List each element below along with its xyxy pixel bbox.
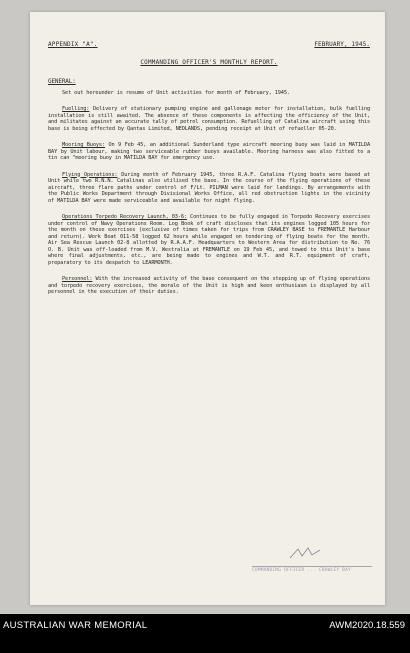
paragraph-torpedo-recovery (48, 214, 370, 266)
paragraph-heading: Flying Operations: (62, 171, 118, 178)
document-header (48, 42, 370, 49)
paragraph-flying-operations (48, 172, 370, 205)
document-body (48, 42, 370, 306)
paragraph-heading: Operations Torpedo Recovery Launch, 03-6: (62, 214, 187, 220)
paragraph-personnel (48, 276, 370, 296)
appendix-label: APPENDIX "A". (48, 41, 98, 48)
unit-stamp (252, 557, 372, 581)
institution-name: AUSTRALIAN WAR MEMORIAL (3, 620, 148, 631)
paragraph-heading: Mooring Buoys: (62, 142, 105, 148)
stamp-rule (252, 566, 372, 567)
paragraph-text: During month of February 1945, three R.A.F. Catalina flying boats were based at Unit while two R.N.N. Catalinas also utilised the base. In the course of the flying operations of these aircraft, three flare paths under control of F/Lt. PILMAN were laid for landings. By arrangements with the Public Works Department through Divisional Works Office, all red obstruction lights in the vicinity of MATILDA BAY were made serviceable and available for night flying. (48, 171, 371, 204)
intro-paragraph: Set out hereunder is resume of Unit activities for month of February, 1945. (62, 89, 290, 96)
archive-footer (0, 614, 410, 653)
report-title: COMMANDING OFFICER'S MONTHLY REPORT. (140, 58, 278, 66)
catalogue-reference: AWM2020.18.559 (329, 620, 405, 631)
paragraph-text: With the increased activity of the base consequent on the stepping up of flying operations and torpedo recovery exercises, the morale of the Unit is high and keen enthusiasm is displayed by all personnel in the execution of their duties. (48, 276, 370, 295)
report-date: FEBRUARY, 1945. (314, 41, 370, 48)
paragraph-heading: Fuelling: (62, 106, 90, 112)
document-page (30, 12, 385, 605)
stamp-text: COMMANDING OFFICER ... CRAWLEY BAY (252, 568, 351, 573)
paragraph-heading: Personnel: (62, 276, 93, 282)
paragraph-text: On 9 Feb 45, an additional Sunderland type aircraft mooring buoy was laid in MATILDA BAY by Unit labour, making two serviceable rubber buoys available. Mooring harness was also fitted to a tin can "mooring buoy in MATILDA BAY for emergency use. (48, 142, 370, 161)
paragraph-mooring-buoys (48, 142, 370, 162)
section-title-general: GENERAL: (48, 78, 76, 85)
paragraph-text: Continues to be fully engaged in Torpedo Recovery exercises under control of Navy Operations Room. Log Book of craft discloses that its engines logged 105 hours for the month on these exercises (exclusive of times taken for trips from CRAWLEY BASE to FREMANTLE Harbour and return). Work Boat 011-58 logged 62 hours while engaged on tendering of flying boats for the month. Air Sea Rescue Launch 02-8 allotted by R.A.A.F. Headquarters to Western Area for distribution to No. 76 O. B. Unit was off-loaded from M.V. Westralia at FREMANTLE on 19 Feb 45, and towed to this Unit's base where final adjustments, etc., are being made to engines and W.T. and R.T. equipment of craft, preparatory to its despatch to LEARMONTH. (48, 214, 370, 266)
paragraph-fuelling (48, 106, 370, 132)
paragraph-text: Delivery of stationary pumping engine and gallonage meter for installation, bulk fuelling installation is still awaited. The absence of these components is affecting the efficiency of the Unit, and militates against an accurate tally of petrol consumption. Refuelling of Catalina aircraft using this base is being effected by Qantas Limited, NEDLANDS, pending receipt at Unit of refueller 05-20. (48, 106, 370, 132)
